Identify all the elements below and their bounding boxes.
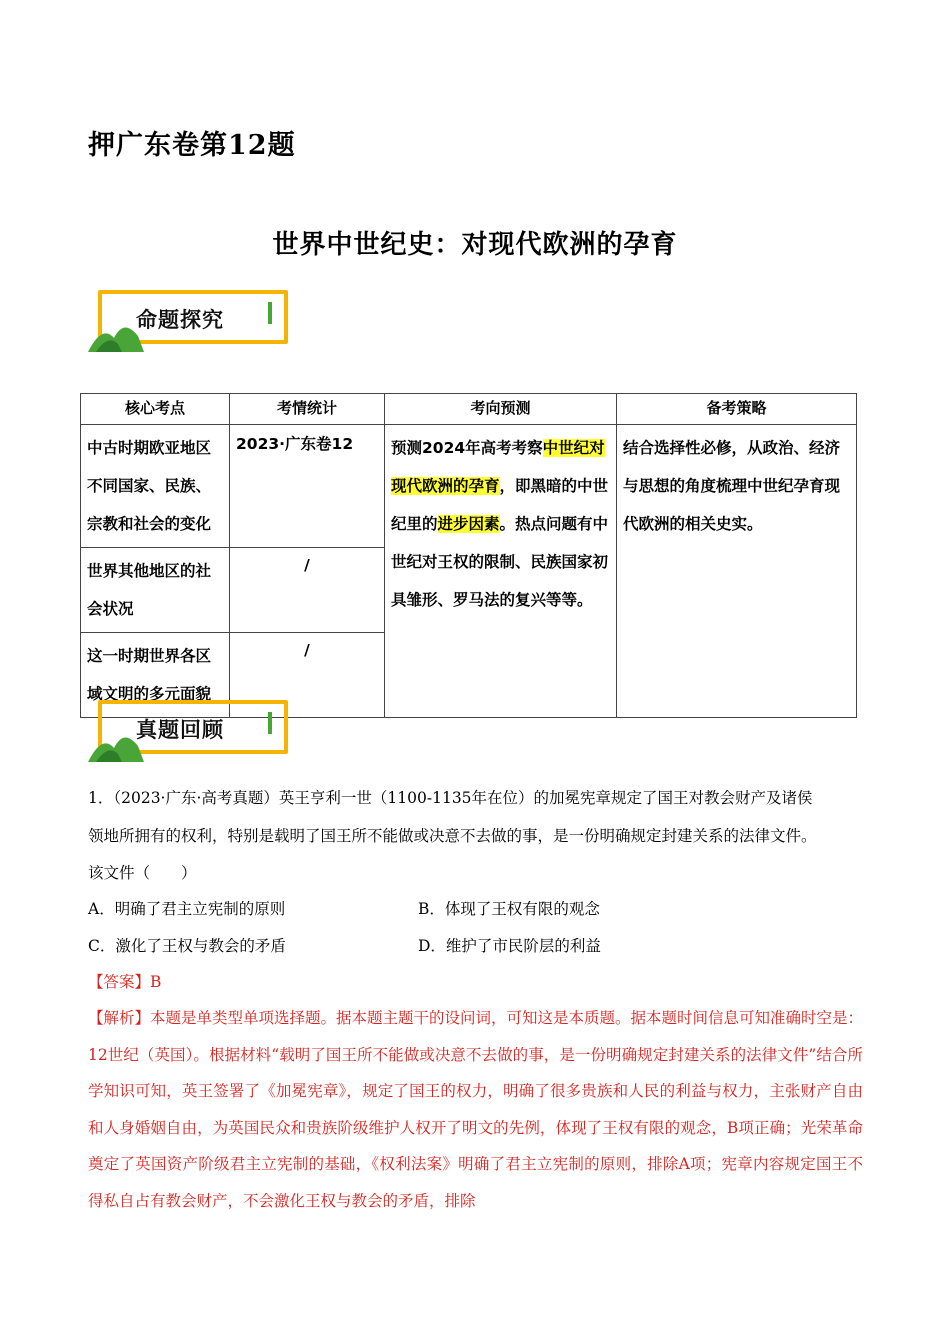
- core-point-cell: 这一时期世界各区域文明的多元面貌: [81, 633, 230, 718]
- forecast-text: ，即黑暗的中世纪里的: [391, 477, 609, 533]
- section-banner-topic: [88, 290, 298, 358]
- banner-mark-icon: [268, 302, 272, 324]
- answer-label: 【答案】B: [88, 973, 162, 991]
- option-a: A．明确了君主立宪制的原则: [88, 900, 286, 918]
- table-header: 考向预测: [385, 394, 617, 425]
- stats-cell: /: [230, 548, 385, 633]
- option-c: C．激化了王权与教会的矛盾: [88, 937, 286, 955]
- question-stem: 领地所拥有的权利，特别是载明了国王所不能做或决意不去做的事，是一份明确规定封建关系的法律文件。: [88, 827, 817, 845]
- stats-cell: /: [230, 633, 385, 718]
- forecast-highlight: 进步因素: [437, 515, 500, 533]
- page-subtitle: 世界中世纪史：对现代欧洲的孕育: [272, 230, 678, 260]
- forecast-cell: [385, 425, 617, 718]
- topic-table: [80, 393, 857, 718]
- stats-cell: 2023·广东卷12: [230, 425, 385, 548]
- option-d: D．维护了市民阶层的利益: [418, 937, 601, 955]
- banner-mark-icon: [268, 712, 272, 734]
- banner-label: 命题探究: [136, 308, 224, 332]
- forecast-text: 。热点问题有中世纪对王权的限制、民族国家初具雏形、罗马法的复兴等等。: [391, 515, 609, 609]
- forecast-text: 预测2024年高考考察: [391, 439, 543, 457]
- analysis-text: 【解析】本题是单类型单项选择题。据本题主题干的设问词，可知这是本质题。据本题时间信息可知准确时空是：12世纪（英国）。根据材料“载明了国王所不能做或决意不去做的事，是一份明确规定封建关系的法律文件”结合所学知识可知，英王签署了《加冕宪章》，规定了国王的权力，明确了很多贵族和人民的利益与权力，主张财产自由和人身婚姻自由，为英国民众和贵族阶级维护人权开了明文的先例，体现了王权有限的观念，B项正确；光荣革命奠定了英国资产阶级君主立宪制的基础，《权利法案》明确了君主立宪制的原则，排除A项；宪章内容规定国王不得私自占有教会财产，不会激化王权与教会的矛盾，排除: [88, 1009, 864, 1210]
- option-b: B．体现了王权有限的观念: [418, 900, 600, 918]
- forecast-highlight: 中世纪对现代欧洲的孕育: [391, 439, 605, 495]
- core-point-cell: 中古时期欧亚地区不同国家、民族、宗教和社会的变化: [81, 425, 230, 548]
- question-stem: 1．（2023·广东·高考真题）英王亨利一世（1100-1135年在位）的加冕宪章规定了国王对教会财产及诸侯: [88, 789, 813, 807]
- table-header: 备考策略: [617, 394, 857, 425]
- banner-label: 真题回顾: [136, 718, 224, 742]
- table-row: [81, 425, 857, 548]
- question-stem: 该文件（ ）: [88, 864, 197, 882]
- page-title: 押广东卷第12题: [88, 130, 296, 161]
- section-banner-review: [88, 700, 298, 768]
- strategy-cell: 结合选择性必修，从政治、经济与思想的角度梳理中世纪孕育现代欧洲的相关史实。: [617, 425, 857, 718]
- table-header: 考情统计: [230, 394, 385, 425]
- table-header: 核心考点: [81, 394, 230, 425]
- table-header-row: [81, 394, 857, 425]
- core-point-cell: 世界其他地区的社会状况: [81, 548, 230, 633]
